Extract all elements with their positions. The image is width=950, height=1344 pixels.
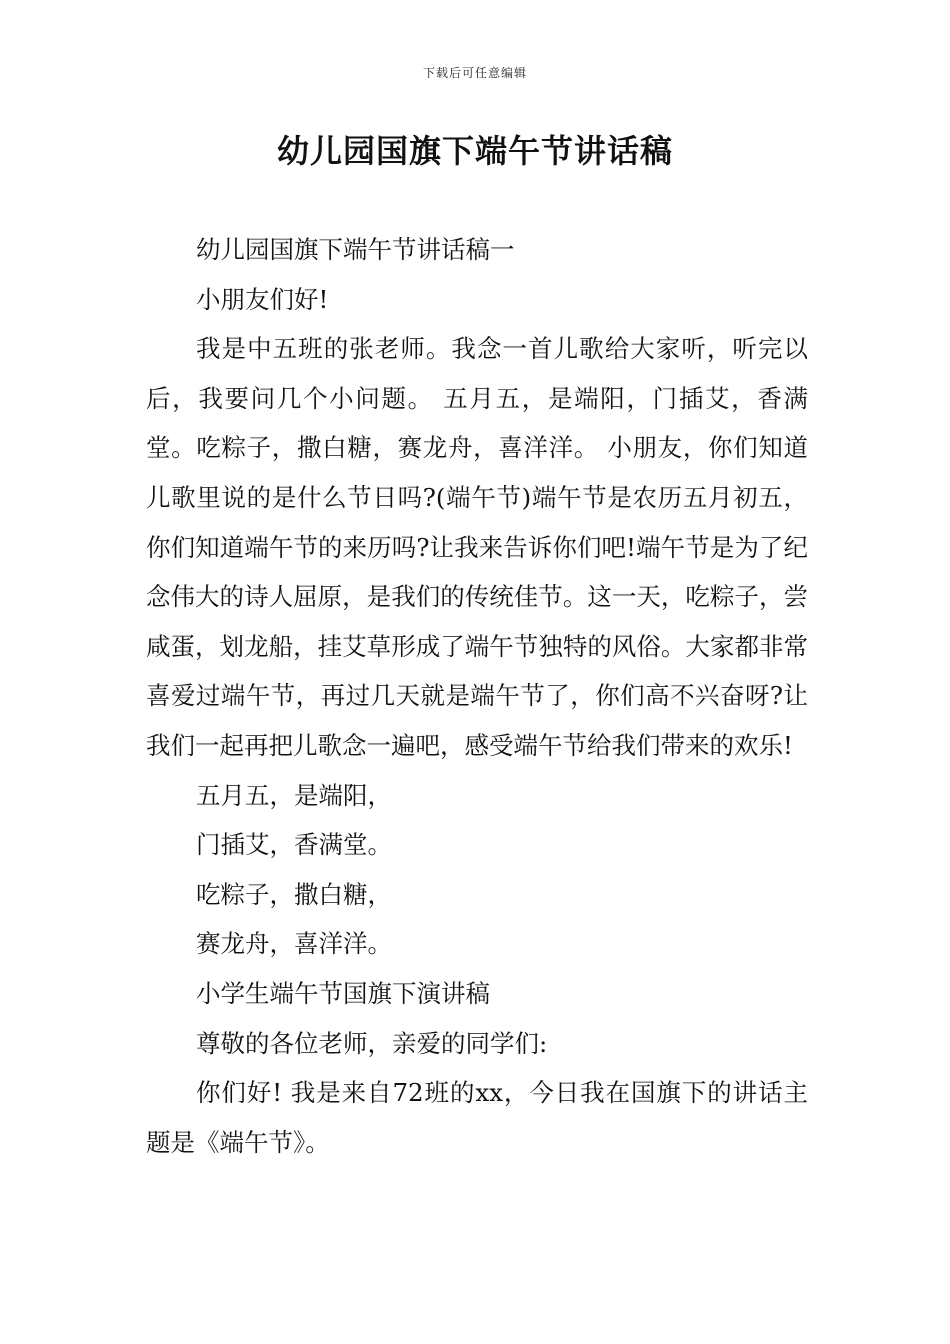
- poem-line-4: 赛龙舟，喜洋洋。: [196, 929, 392, 959]
- section-heading-primary-school: 小学生端午节国旗下演讲稿: [196, 978, 490, 1008]
- section-heading-kindergarten: 幼儿园国旗下端午节讲话稿一: [196, 235, 515, 264]
- salutation-paragraph: 尊敬的各位老师，亲爱的同学们:: [196, 1028, 548, 1058]
- speech-paragraph: 我是中五班的张老师。我念一首儿歌给大家听，听完以后，我要问几个小问题。 五月五，是端阳，门插艾，香满堂。吃粽子，撒白糖，赛龙舟，喜洋洋。 小朋友，你们知道儿歌里说的是什么节日吗?(端午节)端午节是农历五月初五，你们知道端午节的来历吗?让我来告诉你们吧!端午节是为了纪念伟大的诗人屈原，是我们的传统佳节。这一天，吃粽子，尝咸蛋，划龙船，挂艾草形成了端午节独特的风俗。大家都非常喜爱过端午节，再过几天就是端午节了，你们高不兴奋呀?让我们一起再把儿歌念一遍吧，感受端午节给我们带来的欢乐!: [146, 334, 808, 760]
- document-body: [146, 225, 808, 1167]
- document-title: 幼儿园国旗下端午节讲话稿: [276, 132, 673, 170]
- poem-line-2: 门插艾，香满堂。: [196, 830, 392, 860]
- poem-line-3: 吃粽子，撒白糖，: [196, 879, 392, 909]
- header-note: 下载后可任意编辑: [422, 66, 527, 80]
- intro-paragraph: 你们好! 我是来自72班的xx，今日我在国旗下的讲话主题是《端午节》。: [146, 1078, 808, 1157]
- poem-line-1: 五月五，是端阳，: [196, 780, 392, 810]
- greeting-paragraph: 小朋友们好!: [196, 284, 329, 314]
